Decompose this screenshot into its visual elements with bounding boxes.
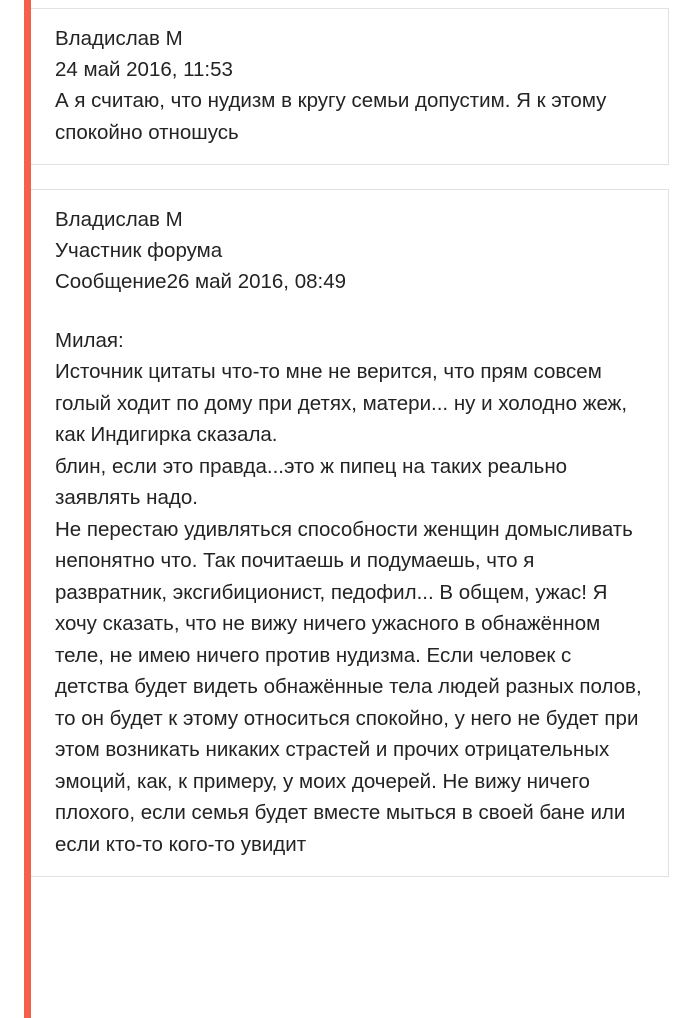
post-card [31, 8, 669, 165]
post-message-label: Сообщение [55, 270, 167, 293]
post-author[interactable]: Владислав М [55, 27, 183, 50]
post-paragraph: блин, если это правда...это ж пипец на таких реально заявлять надо. [55, 454, 568, 509]
quote-author-label: Милая: [55, 329, 124, 352]
post-body [55, 325, 650, 860]
post-author-role: Участник форума [55, 239, 223, 262]
post-datetime: 24 май 2016, 11:53 [55, 58, 233, 81]
post-author[interactable]: Владислав М [55, 208, 183, 231]
post-card [31, 189, 669, 877]
post-content [31, 190, 668, 876]
post-content [31, 9, 668, 164]
post-paragraph: А я считаю, что нудизм в кругу семьи допустим. Я к этому спокойно отношусь [55, 89, 607, 144]
post-paragraph: Источник цитаты что-то мне не верится, что прям совсем голый ходит по дому при детях, матери... ну и холодно жеж, как Индигирка сказала. [55, 360, 628, 446]
post-datetime: 26 май 2016, 08:49 [166, 270, 346, 293]
post-paragraph: Не перестаю удивляться способности женщин домысливать непонятно что. Так почитаешь и подумаешь, что я развратник, эксгибиционист, педофил... В общем, ужас! Я хочу сказать, что не вижу ничего ужасного в обнажённом теле, не имею ничего против нудизма. Если человек с детства будет видеть обнажённые тела людей разных полов, то он будет к этому относиться спокойно, у него не будет при этом возникать никаких страстей и прочих отрицательных эмоций, как, к примеру, у моих дочерей. Не вижу ничего плохого, если семья будет вместе мыться в своей бане или если кто-то кого-то увидит [55, 517, 642, 856]
post-message-meta [55, 266, 650, 297]
